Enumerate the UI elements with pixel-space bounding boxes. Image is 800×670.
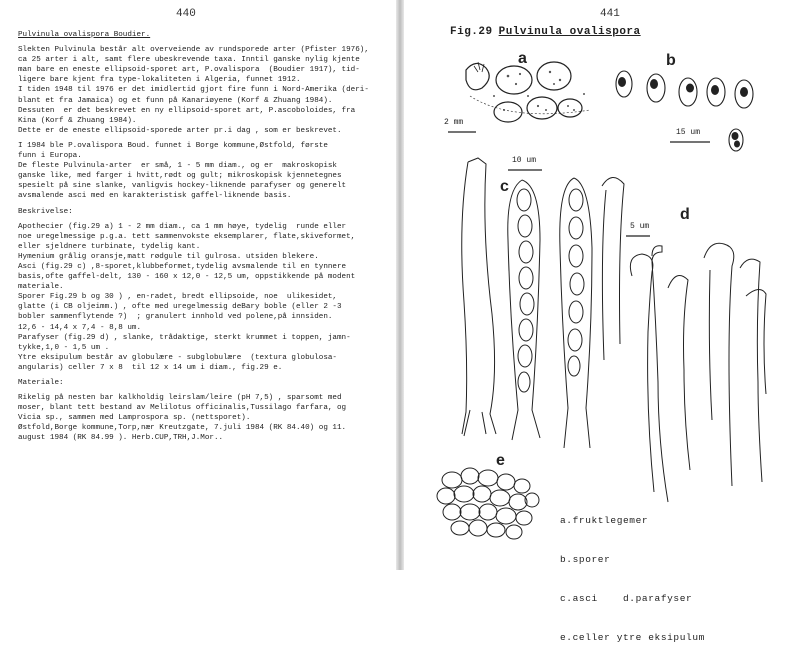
- text-line: avsmalende asci med en karakteristisk gaffel-liknende basis.: [18, 192, 292, 201]
- figure-drawing: [404, 0, 800, 570]
- text-line: materiale.: [18, 283, 64, 292]
- panel-label-d: d: [680, 206, 690, 223]
- text-line: Østfold,Borge kommune,Torp,nær Kreutzgate, 7.juli 1984 (RK 84.40) og 11.: [18, 424, 347, 433]
- text-line: moser, blant tett bestand av Melilotus officinalis,Tussilago farfara, og: [18, 404, 347, 413]
- page-number: 441: [600, 8, 620, 20]
- text-line: spesielt på sine slanke, vanligvis hockey-liknende parafyser og generelt: [18, 182, 347, 191]
- panel-label-a: a: [518, 50, 527, 67]
- paraphyses-drawing: [626, 236, 766, 502]
- scale-label-a: 2 mm: [444, 118, 464, 127]
- text-line: I 1984 ble P.ovalispora Boud. funnet i Borge kommune,Østfold, første: [18, 141, 328, 150]
- text-line: I tiden 1948 til 1976 er det imidlertid gjort fire funn i Nord-Amerika (deri-: [18, 86, 369, 95]
- text-line: Kina (Korf & Zhuang 1984).: [18, 116, 137, 125]
- text-line: Slekten Pulvinula består alt overveiende av rundsporede arter (Pfister 1976),: [18, 46, 369, 55]
- asci-drawing: [462, 158, 624, 448]
- figure-species-name: Pulvinula ovalispora: [498, 26, 641, 38]
- figure-label: Fig.29: [450, 26, 493, 38]
- legend-item-e: e.celler ytre eksipulum: [560, 632, 705, 643]
- text-line: Dette er de eneste ellipsoid-sporede arter pr.i dag , som er beskrevet.: [18, 126, 342, 135]
- legend-item-b: b.sporer: [560, 554, 611, 565]
- text-line: Apothecier (fig.29 a) 1 - 2 mm diam., ca 1 mm høye, tydelig runde eller: [18, 222, 347, 231]
- text-line: glatte (i CB oljeimm.) , ofte med uregelmessig deBary boble (eller 2 -3: [18, 303, 342, 312]
- text-line: 12,6 - 14,4 x 7,4 - 8,8 um.: [18, 323, 142, 332]
- legend-item-c-d: c.asci d.parafyser: [560, 593, 693, 604]
- text-line: man bare en eneste ellipsoid-sporet art, P.ovalispora (Boudier 1917), tid-: [18, 66, 360, 75]
- panel-label-c: c: [500, 178, 509, 195]
- section-heading: Pulvinula ovalispora Boudier.: [18, 31, 151, 39]
- text-line: ganske like, med farger i hvitt,rødt og gult; mikroskopisk kjennetegnes: [18, 172, 342, 181]
- text-line: august 1984 (RK 84.99 ). Herb.CUP,TRH,J.Mor..: [18, 434, 224, 443]
- legend-item-a: a.fruktlegemer: [560, 515, 649, 526]
- text-line: Hymenium grålig oransje,matt rødgule til gulrosa. utsiden blekere.: [18, 252, 319, 261]
- text-line: Materiale:: [18, 379, 64, 387]
- text-line: noe uregelmessige p.g.a. tett sammenvokste eksemplarer, flate,skiveformet,: [18, 232, 356, 241]
- text-line: Rikelig på nesten bar kalkholdig leirslam/leire (pH 7,5) , sparsomt med: [18, 394, 342, 403]
- text-line: Dessuten er det beskrevet en ny ellipsoid-sporet art, P.ascoboloides, fra: [18, 106, 356, 115]
- left-page-text: [18, 30, 390, 444]
- text-line: angularis) celler 7 x 8 til 12 x 14 um i diam., fig.29 e.: [18, 363, 283, 372]
- book-gutter: [396, 0, 404, 570]
- text-line: bobler sammenflytende ?) ; granulert innhold ved polene,på innsiden.: [18, 313, 333, 322]
- text-line: Beskrivelse:: [18, 207, 73, 216]
- scale-label-b: 15 um: [676, 128, 701, 137]
- scale-label-c: 10 um: [512, 156, 537, 165]
- text-line: eller sjeldnere turbinate, tydelig kant.: [18, 242, 201, 251]
- text-line: funn i Europa.: [18, 152, 82, 161]
- text-line: tykke,1,0 - 1,5 um .: [18, 343, 110, 352]
- scale-label-d: 5 um: [630, 222, 650, 231]
- text-line: ligere bare kjent fra type-lokaliteten i Algeria, funnet 1912.: [18, 76, 301, 85]
- text-line: Parafyser (fig.29 d) , slanke, trådaktige, sterkt krummet i toppen, jamn-: [18, 333, 351, 342]
- spores-drawing: [616, 71, 753, 151]
- right-page: [404, 0, 800, 643]
- left-page: [0, 0, 396, 570]
- panel-label-b: b: [666, 52, 676, 69]
- text-line: De fleste Pulvinula-arter er små, 1 - 5 mm diam., og er makroskopisk: [18, 162, 337, 171]
- apothecia-drawing: [448, 62, 590, 132]
- text-line: Asci (fig.29 c) ,8-sporet,klubbeformet,tydelig avsmalende til en tynnere: [18, 262, 347, 271]
- text-line: ca 25 arter i alt, samt flere ubeskrevende taxa. Inntil ganske nylig kjente: [18, 56, 360, 65]
- page-number: 440: [176, 8, 196, 20]
- text-line: basis,ofte gaffel-delt, 130 - 160 x 12,0 - 12,5 um, oppstikkende på modent: [18, 273, 356, 282]
- text-line: Sporer Fig.29 b og 30 ) , en-radet, bredt ellipsoide, noe ulikesidet,: [18, 293, 337, 302]
- text-line: blant et fra Jamaica) og et funn på Kanariøyene (Korf & Zhuang 1984).: [18, 96, 333, 105]
- excipulum-cells-drawing: [437, 468, 539, 539]
- text-line: Ytre eksipulum består av globulære - subglobulære (textura globulosa-: [18, 353, 337, 362]
- text-line: Vicia sp., sammen med Lamprospora sp. (nettsporet).: [18, 414, 251, 423]
- panel-label-e: e: [496, 452, 505, 469]
- figure-legend: [560, 488, 705, 670]
